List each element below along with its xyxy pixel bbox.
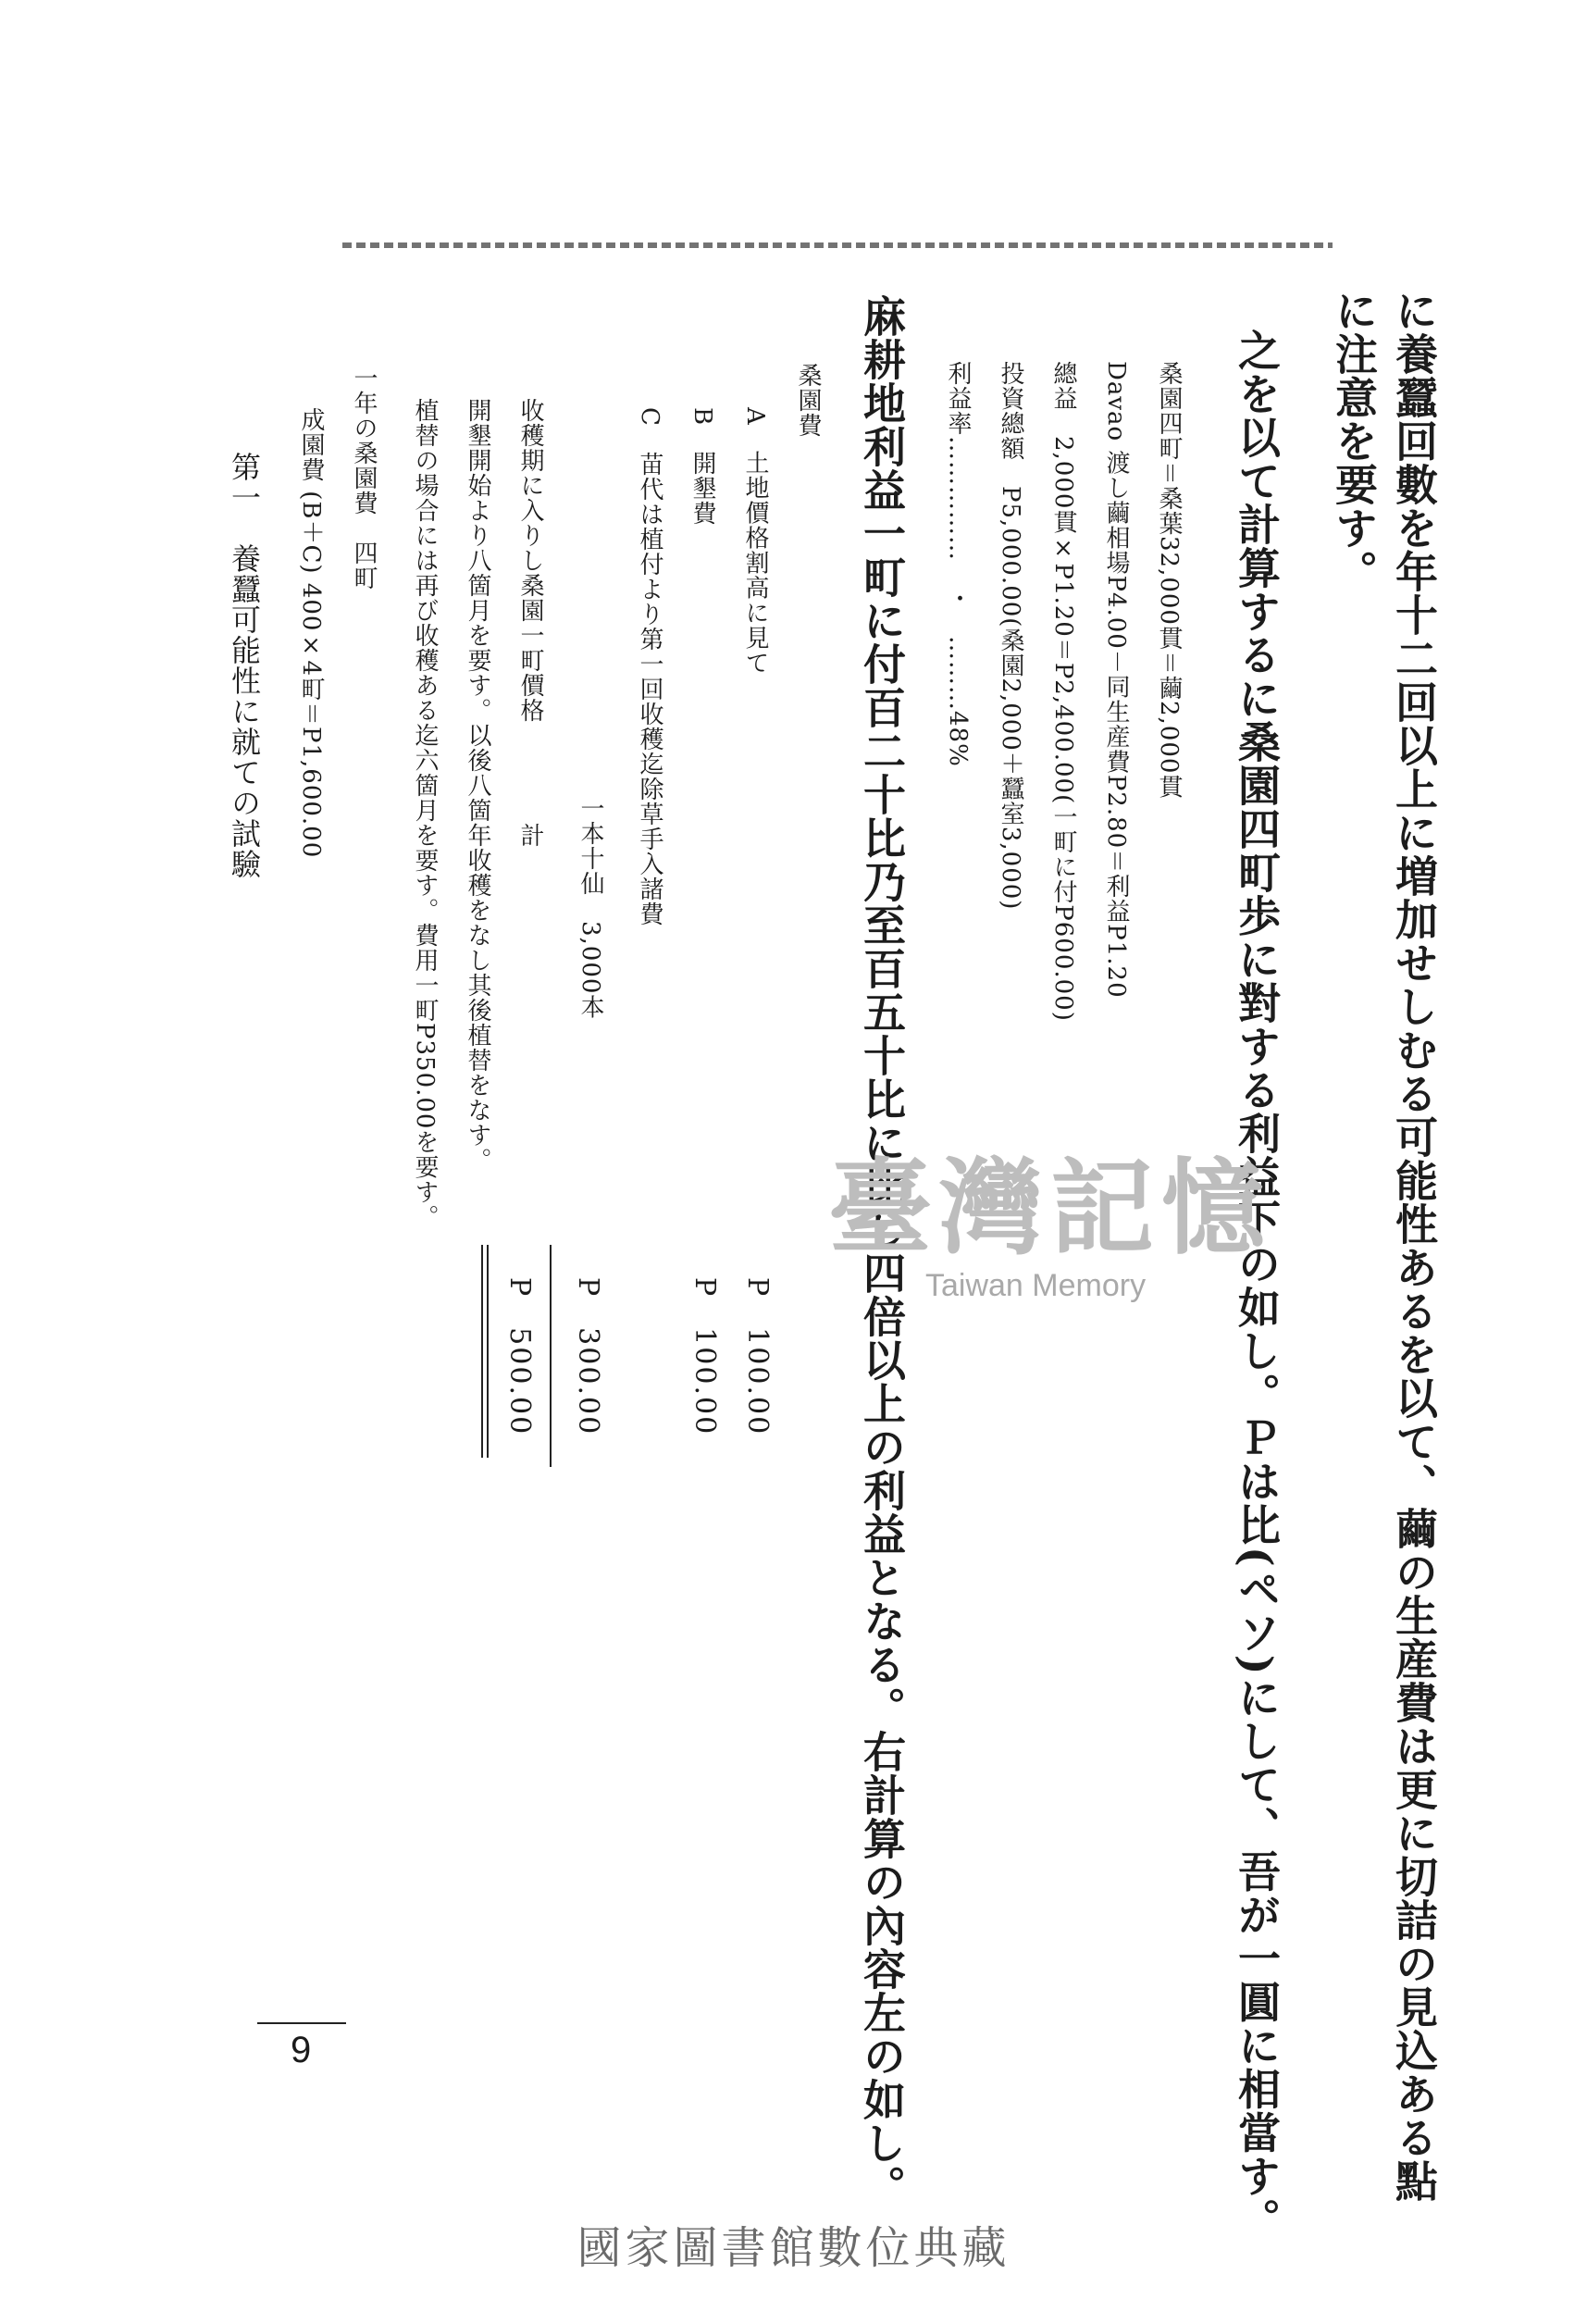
- text-column-2: に注意を要す。: [1329, 289, 1379, 593]
- calc-line-davao: Davao 渡し繭相場P4.00－同生産費P2.80＝利益P1.20: [1102, 361, 1130, 999]
- note-clearing: 開墾開始より八箇月を要す。以後八箇年收穫をなし其後植替をなす。: [464, 398, 491, 1173]
- watermark-subtitle: Taiwan Memory: [925, 1268, 1147, 1303]
- amount-total: P 500.00: [503, 1277, 536, 1436]
- establishment-cost: 成園費 (B＋C) 400×4町＝P1,600.00: [297, 407, 325, 859]
- amount-c: P 300.00: [572, 1277, 604, 1436]
- sum-rule-double-1: [487, 1245, 489, 1458]
- calc-line-profit-rate: 利益率…………… ・ ………48%: [944, 361, 972, 767]
- calc-line-investment: 投資總額 P5,000.00(桑園2,000＋蠶室3,000): [997, 361, 1024, 911]
- note-replanting: 植替の場合には再び收穫ある迄六箇月を要す。費用一町P350.00を要す。: [411, 398, 439, 1230]
- folio-rule: [257, 2022, 346, 2024]
- header-dashed-rule: [342, 242, 1333, 248]
- sum-rule-single: [550, 1245, 552, 1467]
- text-column-1: に養蠶回數を年十二回以上に増加せしむる可能性あるを以て、繭の生産費は更に切詰の見込ある點: [1389, 289, 1439, 2203]
- heading-mulberry-cost: 桑園費: [794, 363, 822, 438]
- section-title: 第一 養蠶可能性に就ての試驗: [227, 452, 262, 879]
- item-a-land: A 土地價格割高に見て: [741, 407, 769, 676]
- item-c-seedlings: C 苗代は植付より第一回收穫迄除草手入諸費: [636, 407, 663, 926]
- item-b-clearing: B 開墾費: [688, 407, 716, 527]
- amount-b: P 100.00: [688, 1277, 721, 1436]
- watermark-logo: 臺灣記憶: [828, 1148, 1272, 1269]
- sum-rule-double-2: [481, 1245, 483, 1458]
- page-number: 9: [291, 2030, 312, 2070]
- calc-line-mulberry: 桑園四町＝桑葉32,000貫＝繭2,000貫: [1155, 361, 1183, 800]
- item-c-detail: 一本十仙 3,000本: [577, 796, 604, 1020]
- text-column-3: 之を以て計算するに桑園四町歩に對する利益下の如し。Ｐは比(ペソ)にして、吾が一圓に相當す。: [1232, 329, 1282, 2242]
- amount-a: P 100.00: [741, 1277, 774, 1436]
- footer-archive-label: 國家圖書館數位典藏: [577, 2222, 1010, 2274]
- calc-line-total-profit: 總益 2,000貫×P1.20＝P2,400.00(一町に付P600.00): [1049, 361, 1077, 1022]
- text-column-hemp: 麻耕地利益一町に付百二十比乃至百五十比に比し四倍以上の利益となる。右計算の內容左の如し。: [857, 294, 907, 2208]
- annual-mulberry-cost: 一年の桑園費 四町: [350, 366, 378, 590]
- harvest-price-total: 收穫期に入りし桑園一町價格 計: [516, 398, 544, 848]
